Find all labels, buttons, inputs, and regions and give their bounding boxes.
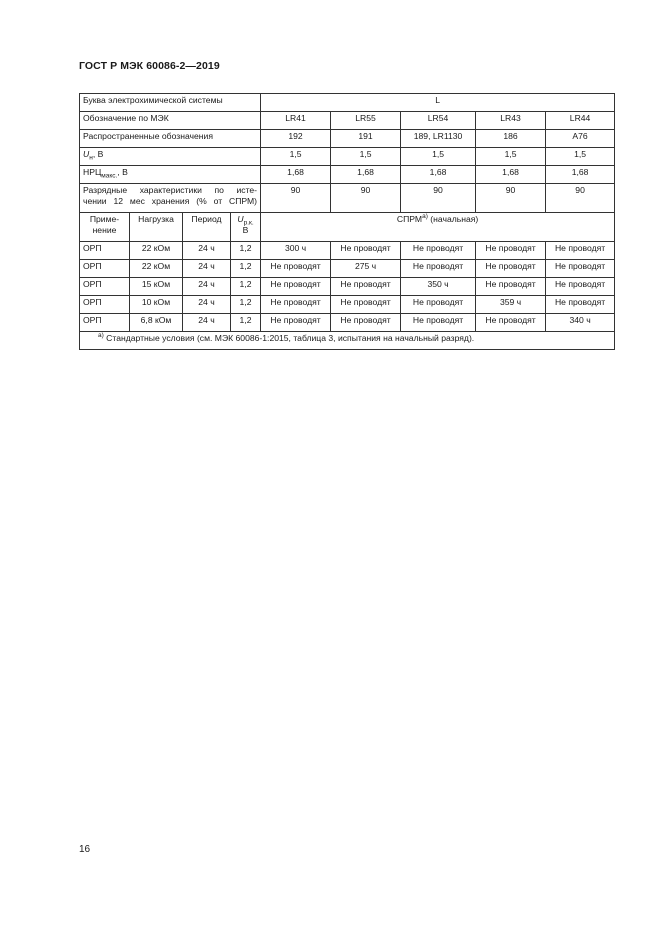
cell-result: Не проводят [331, 278, 401, 296]
cell-application: ОРП [80, 296, 130, 314]
cell-result: Не проводят [401, 296, 476, 314]
discharge-value: 90 [546, 184, 615, 213]
cell-result: Не проводят [546, 242, 615, 260]
cell-uend: 1,2 [231, 242, 261, 260]
cell-application: ОРП [80, 260, 130, 278]
cell-period: 24 ч [183, 260, 231, 278]
header-application-line1: Приме- [89, 214, 120, 224]
iec-value: LR54 [401, 112, 476, 130]
footnote-mark: а) [98, 332, 104, 340]
un-value: 1,5 [401, 148, 476, 166]
value-system: L [261, 94, 615, 112]
cell-result: 359 ч [476, 296, 546, 314]
ocv-value: 1,68 [401, 166, 476, 184]
un-symbol: U [83, 149, 90, 159]
cell-result: Не проводят [546, 296, 615, 314]
cell-period: 24 ч [183, 296, 231, 314]
row-common-designation [80, 130, 615, 148]
un-value: 1,5 [331, 148, 401, 166]
document-header: ГОСТ Р МЭК 60086-2—2019 [79, 60, 220, 72]
cell-result: Не проводят [546, 278, 615, 296]
un-value: 1,5 [261, 148, 331, 166]
header-load: Нагрузка [130, 213, 183, 242]
cell-load: 22 кОм [130, 242, 183, 260]
un-sub: н [89, 154, 93, 162]
un-value: 1,5 [546, 148, 615, 166]
ocv-unit: , В [117, 167, 128, 177]
row-max-ocv [80, 166, 615, 184]
label-nominal-voltage [80, 148, 261, 166]
table-row [80, 314, 615, 332]
cell-period: 24 ч [183, 242, 231, 260]
common-value: A76 [546, 130, 615, 148]
table-row [80, 296, 615, 314]
cell-uend: 1,2 [231, 314, 261, 332]
common-value: 189, LR1130 [401, 130, 476, 148]
battery-spec-table [79, 93, 615, 350]
un-value: 1,5 [476, 148, 546, 166]
cell-uend: 1,2 [231, 278, 261, 296]
cell-result: Не проводят [261, 314, 331, 332]
cell-result: Не проводят [546, 260, 615, 278]
cell-application: ОРП [80, 278, 130, 296]
ocv-value: 1,68 [476, 166, 546, 184]
header-period: Период [183, 213, 231, 242]
cell-result: Не проводят [476, 260, 546, 278]
table-row [80, 242, 615, 260]
cell-load: 6,8 кОм [130, 314, 183, 332]
header-application-line2: нение [92, 225, 117, 235]
iec-value: LR55 [331, 112, 401, 130]
ocv-symbol: НРЦ [83, 167, 102, 177]
header-mad [261, 213, 615, 242]
cell-application: ОРП [80, 242, 130, 260]
cell-result: Не проводят [476, 242, 546, 260]
cell-result: Не проводят [261, 296, 331, 314]
cell-result: Не проводят [331, 296, 401, 314]
page-number: 16 [79, 844, 91, 855]
discharge-value: 90 [261, 184, 331, 213]
header-end-voltage [231, 213, 261, 242]
discharge-label-line2: чении 12 мес хранения (% от СПРМ) [83, 196, 258, 206]
cell-result: 350 ч [401, 278, 476, 296]
cell-result: Не проводят [261, 278, 331, 296]
cell-result: Не проводят [401, 242, 476, 260]
mad-label: СПРМ [396, 214, 423, 224]
common-value: 192 [261, 130, 331, 148]
ocv-value: 1,68 [546, 166, 615, 184]
row-iec-designation [80, 112, 615, 130]
cell-result: Не проводят [331, 314, 401, 332]
footnote [80, 332, 615, 350]
cell-uend: 1,2 [231, 260, 261, 278]
cell-result: Не проводят [476, 314, 546, 332]
cell-application: ОРП [80, 314, 130, 332]
cell-result: 340 ч [546, 314, 615, 332]
ocv-value: 1,68 [331, 166, 401, 184]
row-discharge-after-storage [80, 184, 615, 213]
discharge-value: 90 [331, 184, 401, 213]
un-unit: , В [92, 149, 104, 159]
label-max-ocv [80, 166, 261, 184]
row-footnote [80, 332, 615, 350]
cell-result: 275 ч [331, 260, 401, 278]
uend-sub: р.к. [243, 219, 254, 227]
footnote-text: Стандартные условия (см. МЭК 60086-1:2015, таблица 3, испытания на начальный разряд). [103, 333, 475, 343]
header-application [80, 213, 130, 242]
ocv-value: 1,68 [261, 166, 331, 184]
table-row [80, 260, 615, 278]
discharge-value: 90 [401, 184, 476, 213]
label-system: Буква электрохимической системы [80, 94, 261, 112]
row-column-headers [80, 213, 615, 242]
cell-period: 24 ч [183, 314, 231, 332]
cell-result: Не проводят [331, 242, 401, 260]
cell-load: 22 кОм [130, 260, 183, 278]
table-row [80, 278, 615, 296]
cell-uend: 1,2 [231, 296, 261, 314]
cell-result: Не проводят [261, 260, 331, 278]
discharge-value: 90 [476, 184, 546, 213]
cell-load: 15 кОм [130, 278, 183, 296]
cell-result: Не проводят [401, 260, 476, 278]
row-nominal-voltage [80, 148, 615, 166]
iec-value: LR44 [546, 112, 615, 130]
cell-result: Не проводят [476, 278, 546, 296]
label-common: Распространенные обозначения [80, 130, 261, 148]
mad-footnote-mark: а) [422, 213, 428, 221]
cell-period: 24 ч [183, 278, 231, 296]
ocv-sub: макс. [101, 172, 118, 180]
label-iec: Обозначение по МЭК [80, 112, 261, 130]
cell-result: Не проводят [401, 314, 476, 332]
uend-symbol: U [237, 214, 244, 224]
iec-value: LR41 [261, 112, 331, 130]
label-discharge [80, 184, 261, 213]
row-system [80, 94, 615, 112]
common-value: 186 [476, 130, 546, 148]
cell-result: 300 ч [261, 242, 331, 260]
cell-load: 10 кОм [130, 296, 183, 314]
iec-value: LR43 [476, 112, 546, 130]
common-value: 191 [331, 130, 401, 148]
mad-suffix: (начальная) [427, 214, 479, 224]
discharge-label-line1: Разрядные характеристики по исте- [83, 185, 258, 195]
uend-unit: В [242, 225, 249, 235]
